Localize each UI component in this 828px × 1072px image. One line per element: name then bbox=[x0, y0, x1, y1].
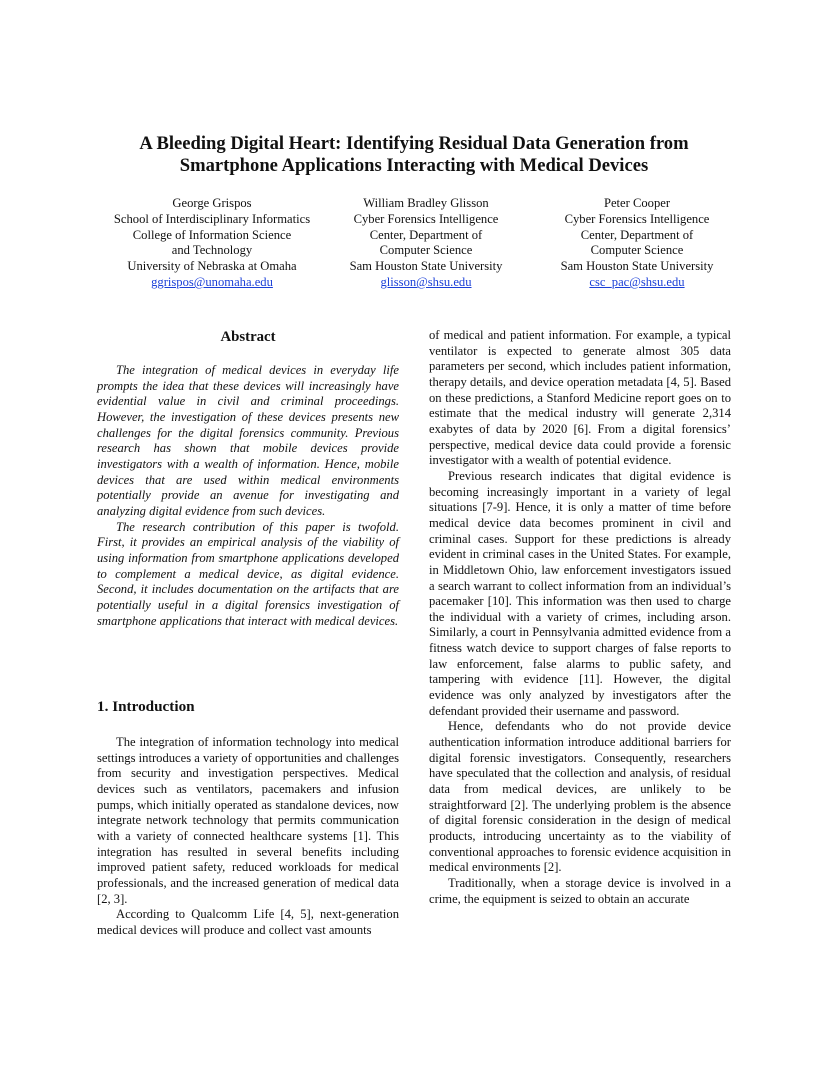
author-affiliation: School of Interdisciplinary Informatics bbox=[113, 211, 311, 226]
introduction-right-column bbox=[429, 328, 731, 907]
author-name: William Bradley Glisson bbox=[363, 196, 489, 210]
author-affiliation: Computer Science bbox=[379, 243, 473, 258]
author-affiliation: University of Nebraska at Omaha bbox=[127, 259, 297, 274]
author-name: Peter Cooper bbox=[603, 196, 671, 210]
body-paragraph: Previous research indicates that digital evidence is becoming increasingly important in a variety of legal situations [7-9]. Hence, it is only a matter of time before medical device data becomes prominent in civil and criminal cases. Support for these predictions is already evident in criminal cases in the United States. For example, in Middletown Ohio, law enforcement investigators issued a search warrant to collect information from an individual’s pacemaker [10]. This information was then used to charge the individual with a variety of crimes, including arson. Similarly, a court in Pennsylvania admitted evidence from a fitness watch device to support charges of false reports to law enforcement, false alarms to public safety, and tampering with evidence [11]. However, the digital evidence was only analyzed by investigators after the defendant provided their username and password. bbox=[429, 468, 731, 718]
body-paragraph: The integration of information technology into medical settings introduces a variety of opportunities and challenges from security and investigation perspectives. Medical devices such as ventilators, pacemakers and infusion pumps, which initially operated as standalone devices, now integrate network technology that permits communication with a variety of connected healthcare systems [1]. This integration has resulted in several benefits including improved patient safety, reduced workloads for medical professionals, and the increased generation of medical data [2, 3]. bbox=[97, 735, 399, 906]
author-block-3 bbox=[528, 196, 746, 291]
author-email-link[interactable]: csc_pac@shsu.edu bbox=[589, 274, 685, 289]
author-affiliation: Sam Houston State University bbox=[349, 259, 503, 274]
author-name: George Grispos bbox=[172, 196, 252, 210]
author-affiliation: Computer Science bbox=[590, 243, 684, 258]
author-email-link[interactable]: ggrispos@unomaha.edu bbox=[151, 274, 273, 289]
introduction-left-column bbox=[97, 735, 399, 939]
author-affiliation: Center, Department of bbox=[369, 227, 483, 242]
author-affiliation: College of Information Science bbox=[132, 227, 292, 242]
author-affiliation: and Technology bbox=[171, 243, 253, 258]
body-paragraph: According to Qualcomm Life [4, 5], next-generation medical devices will produce and collect vast amounts bbox=[97, 907, 399, 937]
section-heading-introduction: 1. Introduction bbox=[97, 698, 195, 715]
title-line-1: A Bleeding Digital Heart: Identifying Residual Data Generation from bbox=[139, 133, 689, 154]
abstract-heading: Abstract bbox=[220, 329, 276, 345]
author-affiliation: Sam Houston State University bbox=[560, 259, 714, 274]
author-block-2 bbox=[318, 196, 534, 291]
body-paragraph: of medical and patient information. For example, a typical ventilator is expected to generate almost 305 data parameters per second, which includes patient information, therapy details, and device operation metadata [4, 5]. Based on these predictions, a Stanford Medicine report goes on to estimate that the medical industry will generate 2,314 exabytes of data by 2020 [6]. From a digital forensics’ perspective, medical device data could provide a forensic investigator with a wealth of potential evidence. bbox=[429, 328, 731, 468]
author-affiliation: Cyber Forensics Intelligence bbox=[564, 211, 710, 226]
author-affiliation: Center, Department of bbox=[580, 227, 694, 242]
abstract-paragraph: The research contribution of this paper is twofold. First, it provides an empirical analysis of the viability of using information from smartphone applications developed to complement a medical device, as digital evidence. Second, it includes documentation on the artifacts that are potentially useful in a digital forensics investigation of smartphone applications that interact with medical devices. bbox=[97, 519, 399, 628]
abstract-section bbox=[97, 328, 399, 629]
author-email-link[interactable]: glisson@shsu.edu bbox=[380, 274, 472, 289]
title-line-2: Smartphone Applications Interacting with Medical Devices bbox=[179, 155, 649, 176]
author-affiliation: Cyber Forensics Intelligence bbox=[353, 211, 499, 226]
abstract-paragraph: The integration of medical devices in everyday life prompts the idea that these devices will increasingly have evidential value in civil and criminal proceedings. However, the investigation of these devices presents new challenges for the digital forensics community. Previous research has shown that mobile devices provide investigators with a wealth of information. Hence, mobile devices that are used within medical environments potentially provide an avenue for investigating and analyzing digital evidence from such devices. bbox=[97, 363, 399, 518]
paper-title bbox=[60, 133, 768, 177]
author-block-1 bbox=[82, 196, 342, 291]
body-paragraph: Traditionally, when a storage device is involved in a crime, the equipment is seized to obtain an accurate bbox=[429, 875, 731, 906]
body-paragraph: Hence, defendants who do not provide device authentication information introduce additional barriers for digital forensic investigators. Consequently, researchers have speculated that the collection and analysis, of residual data from medical devices, are unlikely to be straightforward [2]. The underlying problem is the absence of digital forensic consideration in the design of medical products, introducing uncertainty as to the viability of conventional approaches to forensic evidence acquisition in medical environments [2]. bbox=[429, 719, 731, 875]
